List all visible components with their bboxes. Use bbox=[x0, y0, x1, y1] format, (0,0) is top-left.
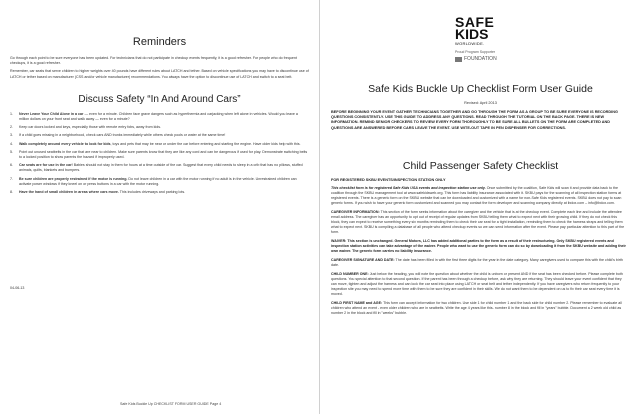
intro-paragraph: This checklist form is for registered Safe Kids USA events and inspection station use only. Once submitted by the coalition, Safe Kids will scan it and provide data back to the coalition through the SKBU management tool at www.safekidsweb.org. This form has liability insurance associated with it. SKBU pays for the scanning of all inspection station forms at registered events. There is a generic form on the SKBU website that can be downloaded and customized with a name for non-Safe Kids registered events. SKBU does not pay to scan generic forms. If you wish to have your generic form customized and scanned you may contact the form developer and scanning company directly at ibdox.com – info@ibdox.com. bbox=[331, 186, 622, 205]
list-item: 6. Car seats are for use in the car! Babies should not stay in them for hours at a time outside of the car. Suggest that every child needs to sleep in a crib that has no pillows, stuffed animals, quilts, blankets and bumpers. bbox=[10, 163, 303, 173]
child-name-paragraph: CHILD FIRST NAME and AGE: This form can accept information for two children. Use side 1 for child number 1 and the back side for child number 2. Please remember to evaluate all children who attend an event - even older children who are in seatbelts. Write the age 4 years like this- number 8 in the block and fill in "years" bubble. Document a 2 week old child as number 2 in the block and fill in "weeks" bubble. bbox=[331, 301, 622, 315]
discuss-safety-title: Discuss Safety “In And Around Cars” bbox=[78, 93, 241, 105]
safe-kids-logo: SAFE KIDS WORLDWIDE. Proud Program Supporter FOUNDATION bbox=[455, 16, 515, 62]
signature-paragraph: CAREGIVER SIGNATURE AND DATE: The date has been filled in with the first three digits for the year in the date category. Many caregivers used to compare this with the child's birth date. bbox=[331, 258, 623, 267]
date-code: 04-06-13 bbox=[10, 286, 25, 290]
list-item: 8. Have the hand of small children in areas where cars move. This includes driveways and parking lots. bbox=[10, 190, 186, 195]
checklist-body bbox=[331, 178, 626, 320]
list-item: 4. Walk completely around every vehicle to look for kids, toys and pets that may be near or under the car before entering and starting the engine. Have older kids help with this. bbox=[10, 141, 301, 146]
guide-title: Safe Kids Buckle Up Checklist Form User Guide bbox=[368, 83, 593, 95]
page-footer: Safe Kids Buckle Up CHECKLIST FORM USER GUIDE Page 4 bbox=[120, 402, 222, 406]
reminders-paragraph-2: Remember, car seats that serve children to higher weights over 40 pounds have different rules about LATCH and tether. Based on vehicle specifications you may have to discontinue use of LATCH or tether based on manufacturer (CSS and/or vehicle manufacturer) recommendations. You always have the option to discontinue use of LATCH and switch to a seat belt. bbox=[10, 69, 309, 79]
safety-list bbox=[10, 112, 309, 195]
list-item: 5. Point out unused seatbelts in the car that are near to children. Make sure parents know that they are like any cord and can be dangerous if used for play. Demonstrate switching belts to a locked position to show parents the hazard if improperly used. bbox=[10, 149, 308, 160]
right-page bbox=[321, 0, 640, 414]
waiver-paragraph: WAIVER: This section is unchanged. General Motors, LLC has added additional parties to the form as a result of their restructuring. Only SKBU registered events and inspection station activities can take advantage of the waiver. People who want to use the generic form can do so by downloading it from the SKBU website and adding their own waiver. The generic form carries no liability insurance. bbox=[331, 239, 626, 253]
list-item: 1. Never Leave Your Child Alone in a car — even for a minute. Children face grave dangers such as hyperthermia and carjacking when left alone in vehicles. Would you leave a million dollars on your front seat and walk away — even for a minute? bbox=[10, 111, 298, 122]
foundation-icon bbox=[455, 57, 462, 62]
list-item: 7. Be sure children are properly restrained if the motor is running. Do not leave children in a car with the motor running if no adult is in the vehicle. Unrestrained children can activate power windows if they kneel on or press buttons in a car with the motor running. bbox=[10, 176, 297, 186]
reminders-paragraph-1: Go through each point to be sure everyone has been updated. For technicians that do not participate in checkup events frequently, it is a good refresher. For people who do frequent checkups, it is a good refresher. bbox=[10, 56, 297, 66]
foundation-logo: FOUNDATION bbox=[455, 56, 515, 62]
caregiver-paragraph: CAREGIVER INFORMATION: This section of the form seeks information about the caregiver and the vehicle that is at the checkup event. Complete each line and include the attendee email address. The caregiver has an opportunity to opt out of receipt of regular updates from SKBU telling them what to expect next with their growing child. If they do not check this block, they can expect to receive something every six months reminding them to check their car seat for a tight installation, reminding them to check the harness straps and telling them what to expect next. SKBU is compiling a database of all people who attend checkup events so we can send information after the event. Please pay particular attention to this part of the form. bbox=[331, 210, 625, 234]
reminders-title: Reminders bbox=[132, 36, 187, 48]
registered-only-heading: FOR REGISTERED SKBU EVENTS/INSPECTION STATION ONLY bbox=[331, 178, 446, 182]
instructions-block: BEFORE BEGINNING YOUR EVENT GATHER TECHNICIANS TOGETHER AND GO THROUGH THE FORM AS A GROUP TO BE SURE EVERYONE IS RECORDING QUESTIONS CONSISTENTLY. USE THIS GUIDE TO ADDRESS ANY QUESTIONS. READ THROUGH THE TUTORIAL ON THE BACK PAGE. THERE IS NEW INFORMATION. REMIND SENIOR CHECKERS TO REVIEW EVERY FORM THOROUGHLY TO BE SURE ALL BULLETS ON THE FORM ARE COMPLETED AND QUESTIONS ARE ANSWERED BEFORE CARS LEAVE THE EVENT. USE WITE-OUT TAPE IN PEN DISPENSER FOR CORRECTIONS. bbox=[331, 110, 618, 130]
list-item: 2. Keep car doors locked and keys, especially those with remote entry fobs, away from kids. bbox=[10, 125, 162, 130]
child-number-paragraph: CHILD NUMBER ONE: Just below the heading, you will note the question about whether the child is unborn or present AND if the seat has been checked before. Please complete both questions. You special attention to that second question. If the parent has been through a checkup before, ask why they are returning. They should leave your event confident that they can move, tighten and adjust the harness and can lock the car seat into place using LATCH or seat belt and tether independently. If you have caregivers who return frequently to your inspection site you may need to spend more time with them to be sure they are confident in their skills. We do not want them to be dependent on us to fix their car seat every time it is moved. bbox=[331, 272, 623, 296]
cps-checklist-title: Child Passenger Safety Checklist bbox=[402, 160, 559, 172]
revised-date: Revised: April 2013 bbox=[464, 101, 497, 105]
list-item: 3. If a child goes missing in a neighborhood, check cars AND trunks immediately while others check pools or water at the same time! bbox=[10, 133, 226, 138]
